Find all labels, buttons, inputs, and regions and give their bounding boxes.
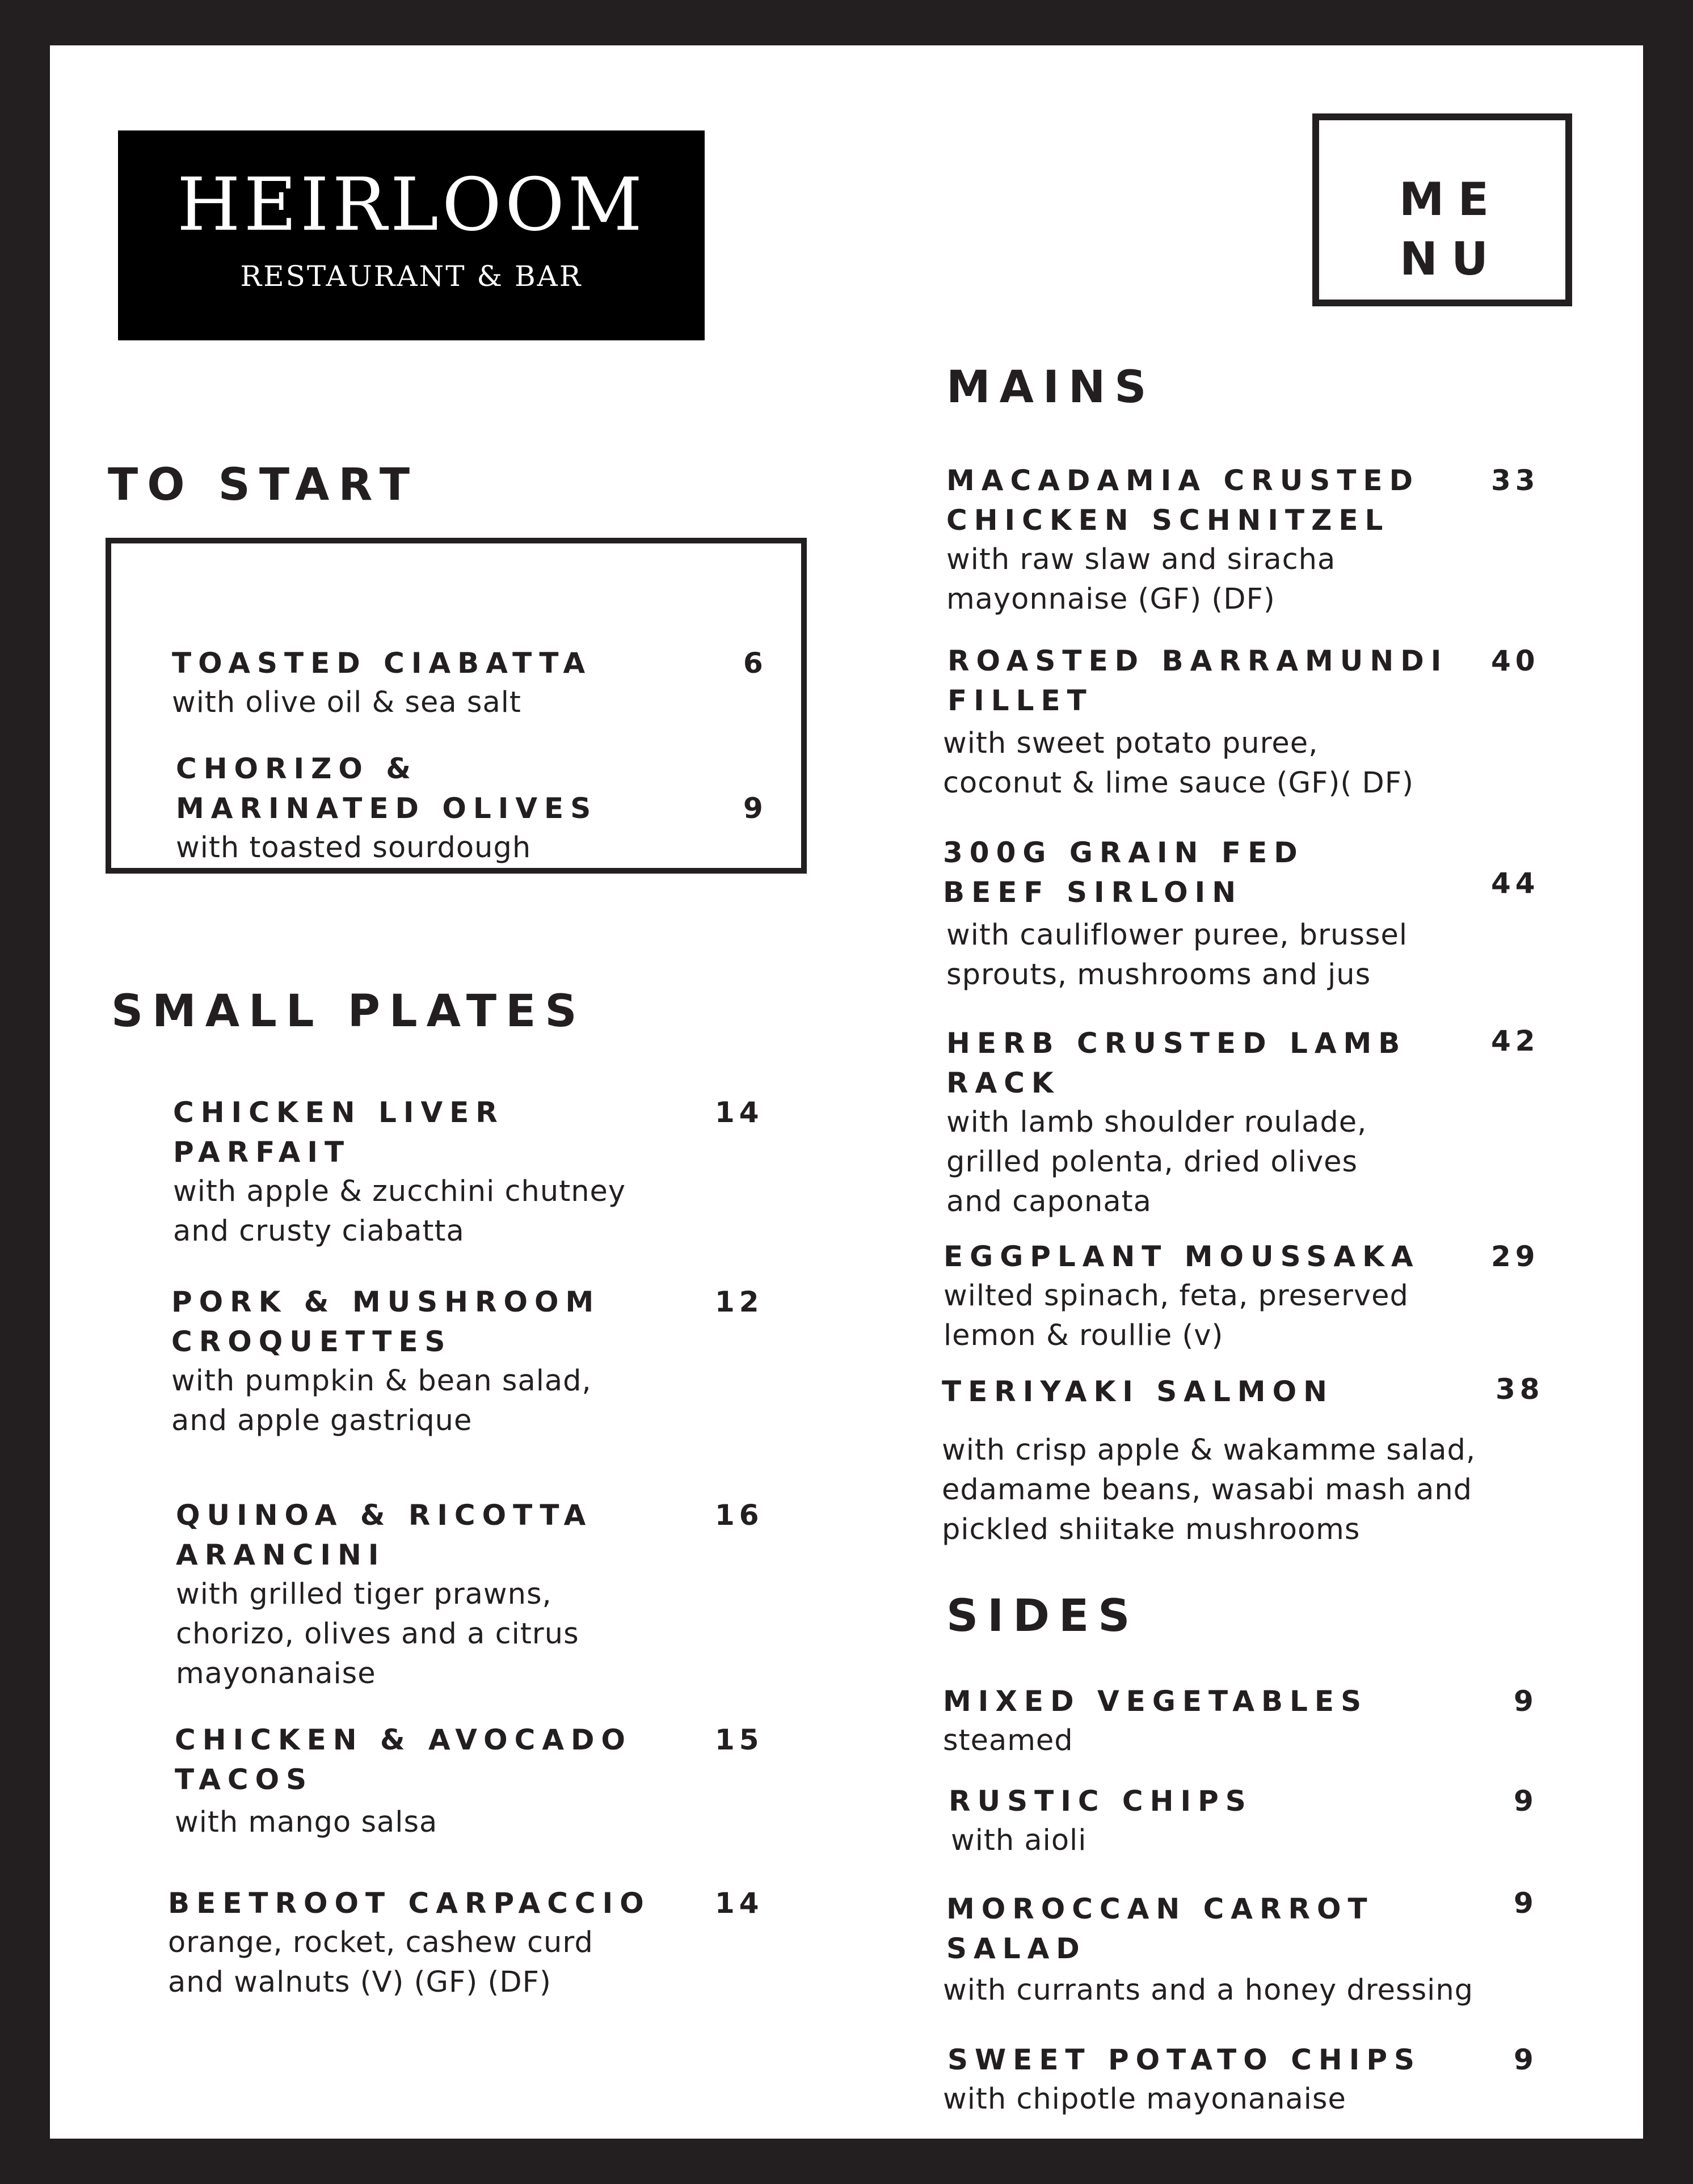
section-heading-sides: SIDES [946,1591,1139,1642]
item-price: 9 [743,792,768,825]
item-price: 9 [1514,1887,1538,1920]
item-description: chorizo, olives and a citrus [176,1617,579,1651]
item-description: with grilled tiger prawns, [176,1578,552,1611]
menu-item [944,1237,1420,1356]
menu-badge [1312,113,1572,306]
section-heading-mains: MAINS [946,362,1156,413]
item-description: and caponata [946,1185,1152,1219]
menu-page [50,45,1643,2139]
item-name: SWEET POTATO CHIPS [947,2043,1421,2076]
item-name: MIXED VEGETABLES [943,1685,1368,1718]
item-name: TACOS [175,1763,314,1796]
item-description: with olive oil & sea salt [172,686,521,719]
item-name: 300G GRAIN FED [943,836,1304,869]
item-price: 9 [1514,2043,1538,2076]
menu-item [943,833,1408,995]
item-name: MACADAMIA CRUSTED [946,464,1420,497]
item-name: FILLET [947,684,1093,717]
item-name: CHICKEN LIVER [173,1096,504,1129]
item-price: 38 [1496,1373,1544,1406]
item-description: sprouts, mushrooms and jus [946,958,1371,992]
item-name: ARANCINI [176,1538,386,1571]
item-name: RUSTIC CHIPS [949,1785,1253,1818]
item-name: EGGPLANT MOUSSAKA [944,1240,1420,1273]
restaurant-name: HEIRLOOM [177,163,646,247]
menu-item [943,641,1448,803]
menu-item [168,1883,651,2002]
item-description: coconut & lime sauce (GF)( DF) [943,766,1414,800]
item-description: and apple gastrique [171,1404,473,1437]
item-description: orange, rocket, cashew curd [168,1926,593,1959]
menu-item [942,1372,1476,1550]
item-description: with aioli [951,1824,1087,1857]
item-price: 29 [1491,1240,1540,1273]
item-description: with sweet potato puree, [943,727,1319,760]
item-name: BEETROOT CARPACCIO [168,1887,651,1920]
item-description: steamed [943,1724,1073,1757]
item-description: with chipotle mayonanaise [943,2082,1346,2116]
menu-item [946,1023,1406,1222]
item-price: 12 [715,1285,764,1318]
menu-item [946,461,1420,619]
menu-item [173,1093,626,1251]
menu-item [171,1282,600,1441]
item-name: BEEF SIRLOIN [943,876,1243,909]
item-price: 14 [715,1096,764,1129]
item-price: 9 [1514,1785,1538,1818]
item-price: 9 [1514,1685,1538,1718]
menu-item [949,1781,1253,1861]
item-price: 14 [715,1887,764,1920]
section-heading-small-plates: SMALL PLATES [111,986,586,1037]
item-description: with currants and a honey dressing [943,1974,1474,2007]
item-description: with mango salsa [175,1806,438,1839]
item-name: TERIYAKI SALMON [942,1375,1334,1408]
item-description: mayonnaise (GF) (DF) [946,583,1275,616]
menu-item [175,1720,632,1843]
menu-item [172,643,592,723]
item-name: TOASTED CIABATTA [172,647,592,680]
item-price: 15 [715,1723,764,1756]
item-description: wilted spinach, feta, preserved [944,1279,1409,1313]
menu-badge-line-2: NU [1400,233,1502,285]
restaurant-logo [118,130,705,340]
item-description: with raw slaw and siracha [946,543,1336,576]
item-name: PORK & MUSHROOM [171,1285,601,1318]
item-description: with cauliflower puree, brussel [946,918,1408,952]
item-description: lemon & roullie (v) [944,1319,1224,1352]
item-description: with apple & zucchini chutney [173,1175,626,1208]
restaurant-subtitle: RESTAURANT & BAR [240,260,583,293]
menu-item [943,2040,1421,2119]
section-heading-to-start: TO START [108,459,419,511]
item-price: 33 [1491,464,1540,497]
menu-item [943,1889,1474,2010]
item-description: grilled polenta, dried olives [946,1145,1358,1179]
item-price: 42 [1491,1024,1540,1057]
item-name: MARINATED OLIVES [176,792,598,825]
item-description: with crisp apple & wakamme salad, [942,1433,1476,1467]
item-description: with pumpkin & bean salad, [171,1364,592,1398]
item-description: mayonanaise [176,1657,376,1690]
menu-item [176,749,597,868]
item-name: ROASTED BARRAMUNDI [947,644,1448,677]
item-name: CHORIZO & [176,752,418,785]
item-price: 44 [1491,867,1540,900]
item-description: pickled shiitake mushrooms [942,1513,1361,1546]
item-price: 16 [715,1499,764,1532]
item-description: and crusty ciabatta [173,1215,465,1248]
item-name: PARFAIT [173,1136,351,1169]
item-description: with lamb shoulder roulade, [946,1106,1367,1139]
item-name: CHICKEN SCHNITZEL [946,504,1390,537]
item-description: and walnuts (V) (GF) (DF) [168,1966,551,1999]
menu-item [176,1495,592,1694]
item-name: HERB CRUSTED LAMB [946,1027,1407,1060]
item-name: CROQUETTES [171,1325,452,1358]
item-name: CHICKEN & AVOCADO [175,1723,633,1756]
menu-item [943,1681,1368,1761]
item-price: 40 [1491,644,1540,677]
item-description: edamame beans, wasabi mash and [942,1473,1473,1507]
item-name: RACK [946,1066,1060,1099]
menu-badge-line-1: ME [1399,173,1503,226]
item-name: SALAD [946,1932,1086,1965]
item-name: QUINOA & RICOTTA [176,1499,593,1532]
item-description: with toasted sourdough [176,831,532,865]
item-name: MOROCCAN CARROT [946,1892,1374,1925]
item-price: 6 [743,647,768,680]
